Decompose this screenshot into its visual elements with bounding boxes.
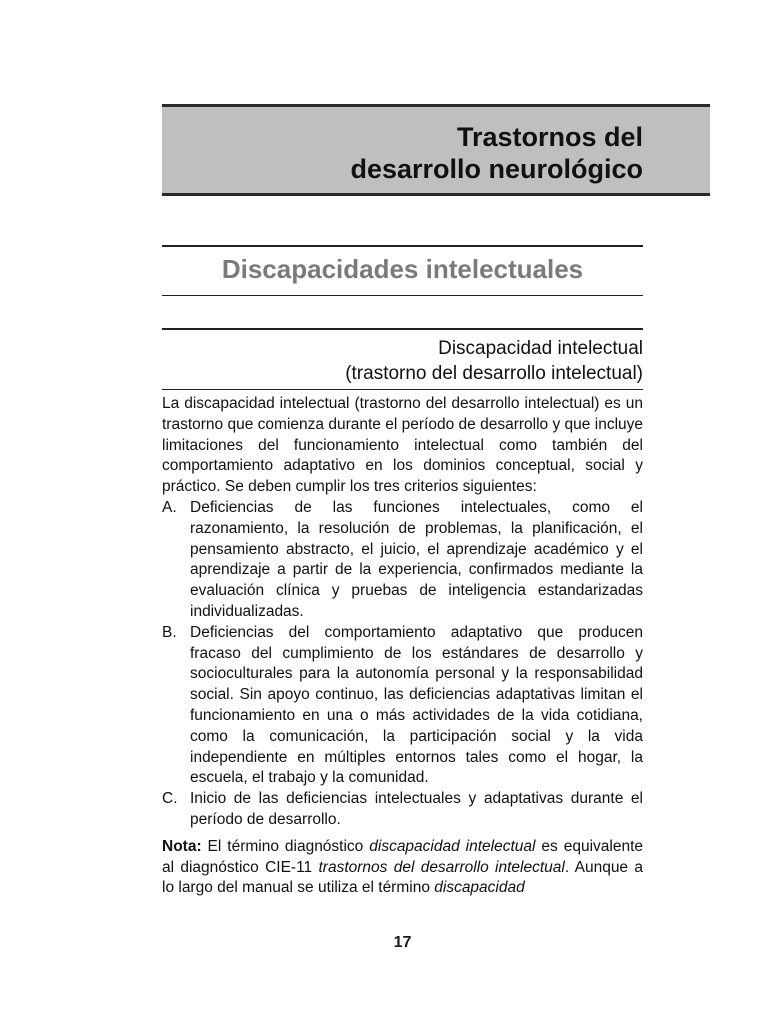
section-rule-top — [162, 245, 643, 247]
subsection-title: Discapacidad intelectual (trastorno del desarrollo intelectual) — [345, 338, 643, 384]
criterion-b — [162, 623, 643, 789]
chapter-header — [162, 104, 710, 196]
page-number: 17 — [393, 934, 412, 951]
criterion-letter: C. — [162, 790, 178, 808]
chapter-title: Trastornos del desarrollo neurológico — [350, 122, 643, 184]
section-title: Discapacidades intelectuales — [221, 254, 584, 284]
note-text: . Aunque a lo largo del manual se utiliza el término — [162, 858, 643, 897]
note-label: Nota: — [162, 837, 202, 855]
intro-paragraph: La discapacidad intelectual (trastorno del desarrollo intelectual) es un trastorno que comienza durante el período de desarrollo y que incluye limitaciones del funcionamiento intelectual como también del comportamiento adaptativo en los dominios conceptual, social y práctico. Se deben cumplir los tres criterios siguientes: — [162, 395, 643, 496]
body-content — [162, 394, 643, 899]
criterion-text: Inicio de las deficiencias intelectuales y adaptativas durante el período de desarrollo. — [190, 790, 643, 828]
criterion-letter: B. — [162, 623, 177, 641]
criterion-c — [162, 789, 643, 831]
criterion-text: Deficiencias del comportamiento adaptativo que producen fracaso del cumplimiento de los estándares de desarrollo y socioculturales para la autonomía personal y la responsabilidad social. Sin apoyo continuo, las deficiencias adaptativas limitan el funcionamiento en una o más actividades de la vida cotidiana, como la comunicación, la participación social y la vida independiente en múltiples entornos tales como el hogar, la escuela, el trabajo y la comunidad. — [190, 623, 643, 787]
criterion-a — [162, 498, 643, 623]
note-term: discapacidad intelectual — [369, 837, 536, 855]
subsection-rule-top — [162, 328, 643, 330]
note-paragraph — [162, 837, 643, 899]
note-term: discapacidad — [434, 879, 525, 897]
note-text: es equivalente al diagnóstico CIE-11 — [162, 837, 643, 876]
note-term: trastornos del desarrollo intelectual — [318, 858, 565, 876]
criterion-letter: A. — [162, 498, 177, 516]
section-rule-bottom — [162, 295, 643, 296]
note-text: El término diagnóstico — [201, 837, 370, 855]
subsection-rule-bottom — [162, 389, 643, 390]
criterion-text: Deficiencias de las funciones intelectuales, como el razonamiento, la resolución de problemas, la planificación, el pensamiento abstracto, el juicio, el aprendizaje académico y el aprendizaje a partir de la experiencia, confirmados mediante la evaluación clínica y pruebas de inteligencia estandarizadas individualizadas. — [190, 498, 643, 620]
